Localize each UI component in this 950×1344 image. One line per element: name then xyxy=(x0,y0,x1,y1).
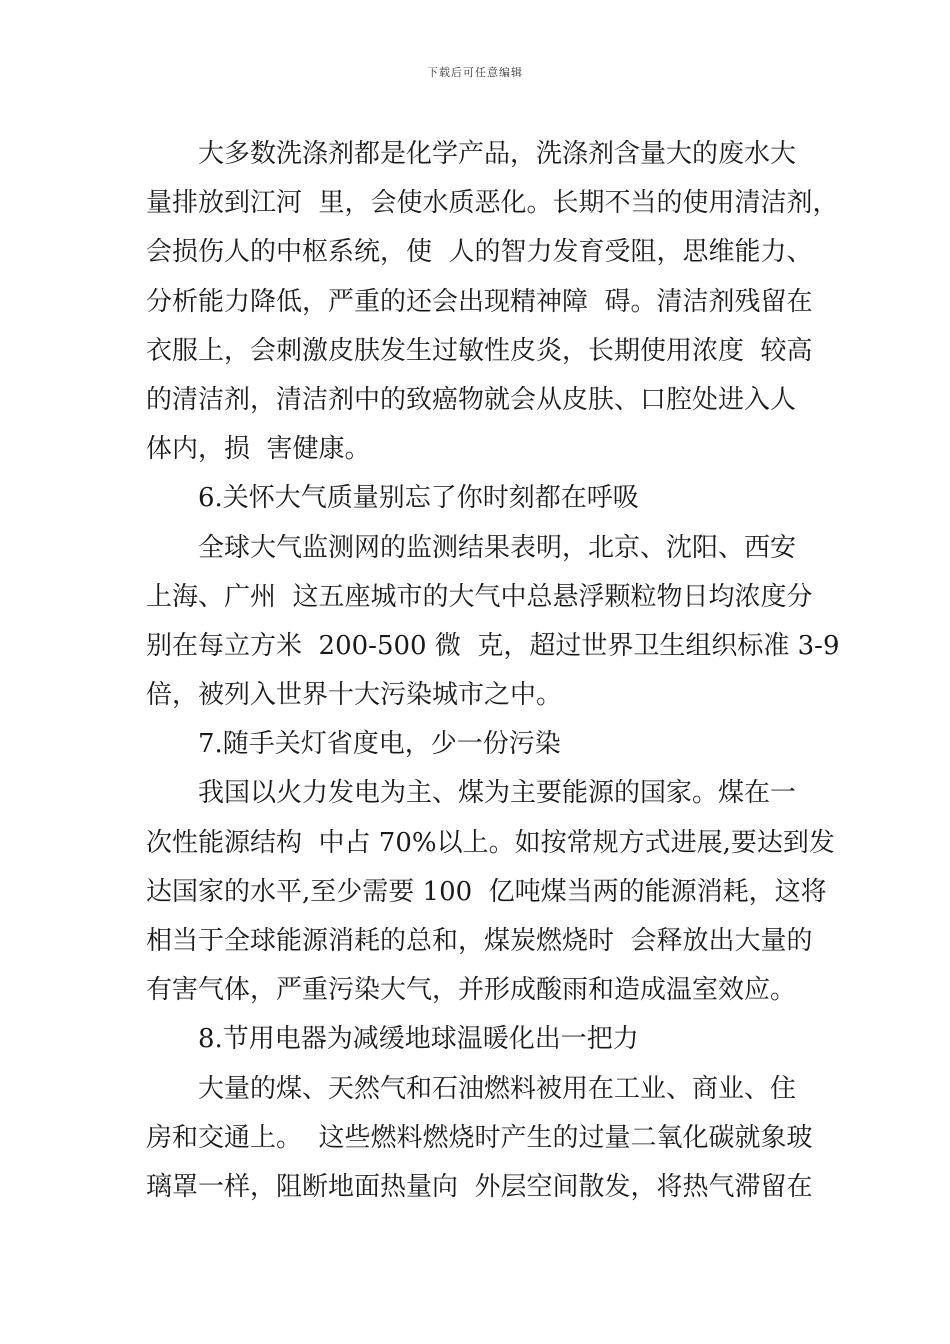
text-line-9: 全球大气监测网的监测结果表明，北京、沈阳、西安 xyxy=(198,532,797,563)
text-line-3: 会损伤人的中枢系统，使 人的智力发育受阻，思维能力、 xyxy=(146,237,813,268)
text-line-14: 我国以火力发电为主、煤为主要能源的国家。煤在一 xyxy=(198,778,797,809)
document-body xyxy=(146,130,840,1212)
text-line-6: 的清洁剂，清洁剂中的致癌物就会从皮肤、口腔处进入人 xyxy=(146,384,797,415)
text-line-18: 有害气体，严重污染大气，并形成酸雨和造成温室效应。 xyxy=(146,975,797,1006)
section-heading-8: 8.节用电器为减缓地球温暖化出一把力 xyxy=(198,1024,639,1055)
page-header: 下载后可任意编辑 xyxy=(427,66,523,79)
text-line-7: 体内，损 害健康。 xyxy=(146,434,371,465)
text-line-1: 大多数洗涤剂都是化学产品，洗涤剂含量大的废水大 xyxy=(198,139,797,169)
text-line-17: 相当于全球能源消耗的总和，煤炭燃烧时 会释放出大量的 xyxy=(146,926,813,956)
section-heading-6: 6.关怀大气质量别忘了你时刻都在呼吸 xyxy=(198,483,639,514)
text-line-5: 衣服上，会刺激皮肤发生过敏性皮炎，长期使用浓度 较高 xyxy=(146,335,813,366)
text-line-20: 大量的煤、天然气和石油燃料被用在工业、商业、住 xyxy=(198,1073,797,1104)
text-line-15: 次性能源结构 中占 70%以上。如按常规方式进展,要达到发 xyxy=(146,827,835,858)
text-line-12: 倍，被列入世界十大污染城市之中。 xyxy=(146,680,563,711)
text-line-16: 达国家的水平,至少需要 100 亿吨煤当两的能源消耗，这将 xyxy=(146,876,827,907)
text-line-11: 别在每立方米 200-500 微 克，超过世界卫生组织标准 3-9 xyxy=(146,630,840,661)
text-line-10: 上海、广州 这五座城市的大气中总悬浮颗粒物日均浓度分 xyxy=(146,581,813,612)
section-heading-7: 7.随手关灯省度电，少一份污染 xyxy=(198,729,561,760)
text-line-22: 璃罩一样，阻断地面热量向 外层空间散发，将热气滞留在 xyxy=(146,1171,813,1202)
text-line-4: 分析能力降低，严重的还会出现精神障 碍。清洁剂残留在 xyxy=(146,286,813,317)
text-line-2: 量排放到江河 里，会使水质恶化。长期不当的使用清洁剂， xyxy=(146,188,839,219)
text-line-21: 房和交通上。 这些燃料燃烧时产生的过量二氧化碳就象玻 xyxy=(146,1122,813,1153)
